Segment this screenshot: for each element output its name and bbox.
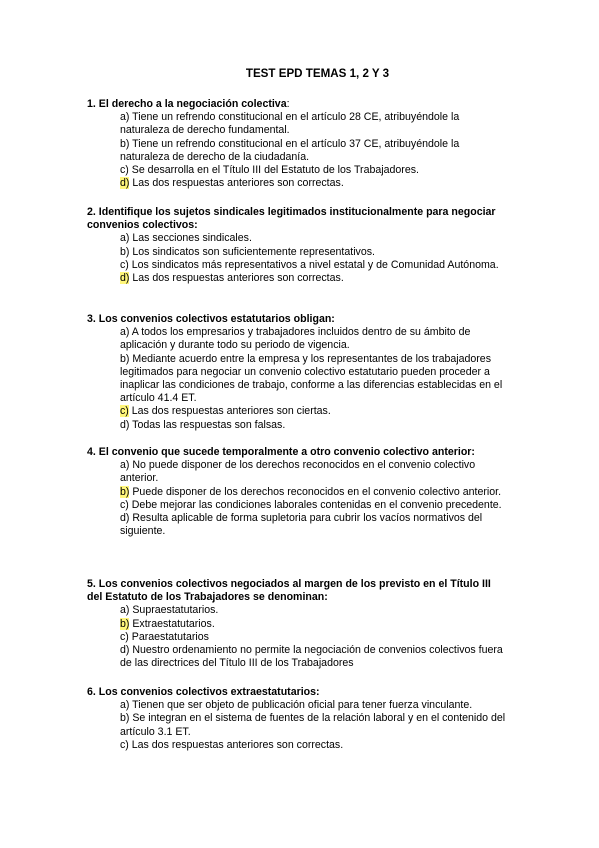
- answer-text: A todos los empresarios y trabajadores incluidos dentro de su ámbito de aplicación y durante todo su periodo de vigencia.: [120, 326, 471, 352]
- answer-option: [87, 631, 507, 644]
- answer-letter: a): [120, 111, 130, 124]
- highlighted-answer-letter: b): [120, 617, 130, 630]
- answer-option: [87, 699, 507, 712]
- answer-option: [87, 644, 507, 670]
- answer-text: Las dos respuestas anteriores son correctas.: [129, 272, 344, 285]
- answer-option: [87, 259, 507, 272]
- answer-option: [87, 618, 507, 631]
- question-label: 4. El convenio que sucede temporalmente a otro convenio colectivo anterior:: [87, 446, 475, 458]
- question-6: [87, 686, 507, 752]
- answer-text: Todas las respuestas son falsas.: [129, 418, 286, 431]
- answer-letter: d): [120, 512, 130, 525]
- answer-option: [87, 272, 507, 285]
- answer-option: [87, 604, 507, 617]
- answer-text: Extraestatutarios.: [129, 617, 215, 630]
- question-suffix: :: [286, 98, 290, 110]
- answer-text: Los sindicatos son suficientemente representativos.: [129, 245, 375, 258]
- answer-text: Se integran en el sistema de fuentes de la relación laboral y en el contenido del artículo 3.1 ET.: [120, 712, 506, 738]
- answer-letter: b): [120, 137, 130, 150]
- answer-letter: b): [120, 712, 130, 725]
- question-text: [87, 686, 507, 699]
- highlighted-answer-letter: d): [120, 272, 130, 285]
- answer-letter: b): [120, 245, 130, 258]
- question-text: [87, 446, 507, 459]
- question-text: [87, 578, 507, 604]
- answer-text: Debe mejorar las condiciones laborales contenidas en el convenio precedente.: [128, 498, 502, 511]
- answer-option: [87, 419, 507, 432]
- answer-option: [87, 499, 507, 512]
- document-title: TEST EPD TEMAS 1, 2 Y 3: [245, 67, 390, 80]
- answer-letter: a): [120, 699, 130, 712]
- answer-option: [87, 326, 507, 352]
- question-label: 1. El derecho a la negociación colectiva: [87, 98, 287, 110]
- answer-option: [87, 459, 507, 485]
- answer-letter: a): [120, 459, 130, 472]
- answer-option: [87, 712, 507, 738]
- question-label: 6. Los convenios colectivos extraestatutarios:: [87, 686, 320, 698]
- answer-option: [87, 739, 507, 752]
- answer-text: Resulta aplicable de forma supletoria para cubrir los vacíos normativos del siguiente.: [120, 512, 483, 538]
- question-4: [87, 446, 507, 538]
- answer-text: Tienen que ser objeto de publicación oficial para tener fuerza vinculante.: [129, 699, 473, 712]
- answer-option: [87, 177, 507, 190]
- answer-text: Mediante acuerdo entre la empresa y los representantes de los trabajadores legitimados para negociar un convenio colectivo estatutario pueden proceder a inaplicar las condiciones de trabajo, conforme a las diferencias establecidas en el artículo 41.4 ET.: [120, 352, 503, 405]
- answer-text: Se desarrolla en el Título III del Estatuto de los Trabajadores.: [128, 164, 419, 177]
- answer-option: [87, 232, 507, 245]
- highlighted-answer-letter: b): [120, 485, 130, 498]
- question-3: [87, 313, 507, 432]
- answer-option: [87, 138, 507, 164]
- answer-letter: b): [120, 352, 130, 365]
- answer-letter: d): [120, 644, 130, 657]
- answer-letter: c): [120, 738, 129, 751]
- answer-letter: a): [120, 326, 130, 339]
- answer-option: [87, 246, 507, 259]
- question-text: [87, 313, 507, 326]
- answer-letter: c): [120, 630, 129, 643]
- answer-text: Puede disponer de los derechos reconocidos en el convenio colectivo anterior.: [129, 485, 502, 498]
- question-text: [87, 206, 507, 232]
- answer-letter: c): [120, 258, 129, 271]
- answer-option: [87, 512, 507, 538]
- answer-text: Paraestatutarios: [128, 630, 209, 643]
- answer-text: Los sindicatos más representativos a nivel estatal y de Comunidad Autónoma.: [128, 258, 499, 271]
- answer-option: [87, 405, 507, 418]
- question-2: [87, 206, 507, 285]
- highlighted-answer-letter: d): [120, 177, 130, 190]
- answer-option: [87, 486, 507, 499]
- highlighted-answer-letter: c): [120, 405, 129, 418]
- answer-letter: c): [120, 164, 129, 177]
- question-5: [87, 578, 507, 670]
- answer-option: [87, 111, 507, 137]
- answer-option: [87, 353, 507, 406]
- answer-text: Las dos respuestas anteriores son correctas.: [128, 738, 344, 751]
- question-label: 2. Identifique los sujetos sindicales legitimados institucionalmente para negociar convenios colectivos:: [87, 206, 496, 232]
- question-1: [87, 98, 507, 190]
- answer-text: Las secciones sindicales.: [129, 232, 252, 245]
- question-label: 3. Los convenios colectivos estatutarios obligan:: [87, 313, 335, 325]
- answer-letter: d): [120, 418, 130, 431]
- question-text: [87, 98, 507, 111]
- answer-text: No puede disponer de los derechos reconocidos en el convenio colectivo anterior.: [120, 459, 476, 485]
- question-label: 5. Los convenios colectivos negociados al margen de los previsto en el Título III del Estatuto de los Trabajadores se denominan:: [87, 578, 491, 604]
- answer-option: [87, 164, 507, 177]
- answer-text: Las dos respuestas anteriores son correctas.: [129, 177, 344, 190]
- answer-letter: c): [120, 498, 129, 511]
- answer-letter: a): [120, 232, 130, 245]
- answer-letter: a): [120, 604, 130, 617]
- answer-text: Tiene un refrendo constitucional en el artículo 37 CE, atribuyéndole la naturaleza de derecho de la ciudadanía.: [120, 137, 460, 163]
- answer-text: Tiene un refrendo constitucional en el artículo 28 CE, atribuyéndole la naturaleza de derecho fundamental.: [120, 111, 460, 137]
- answer-text: Supraestatutarios.: [129, 604, 219, 617]
- answer-text: Nuestro ordenamiento no permite la negociación de convenios colectivos fuera de las directrices del Título III de los Trabajadores: [120, 644, 503, 670]
- answer-text: Las dos respuestas anteriores son ciertas.: [128, 405, 331, 418]
